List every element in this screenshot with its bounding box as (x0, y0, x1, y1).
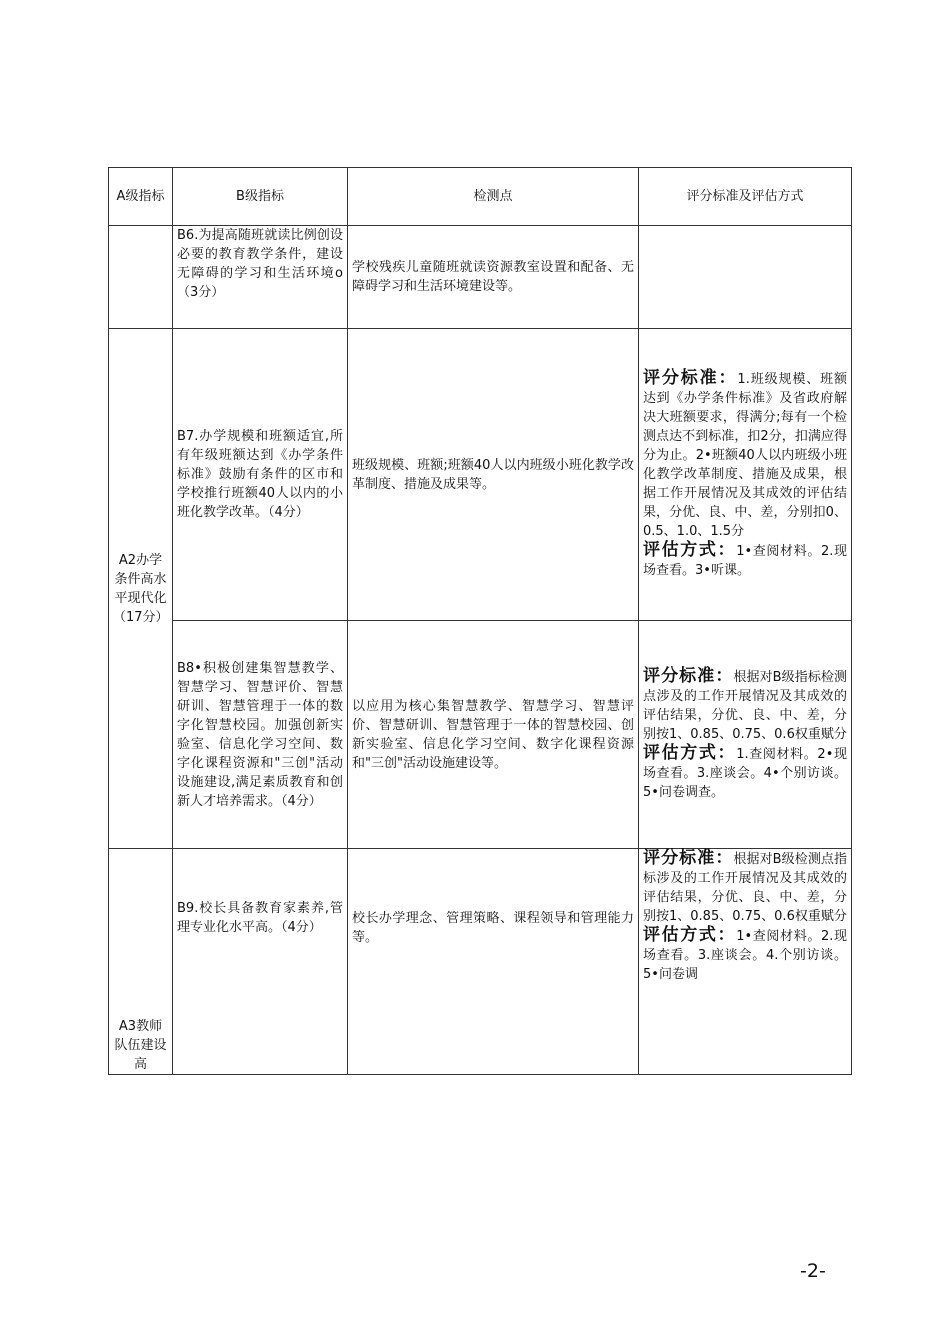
page-number: -2- (800, 1260, 826, 1282)
header-a-level: A级指标 (109, 168, 173, 226)
a-level-cell: A2办学条件高水平现代化（17分） (109, 329, 173, 849)
checkpoint-cell: 校长办学理念、管理策略、课程领导和管理能力等。 (348, 849, 639, 1075)
method-label: 评估方式： (643, 925, 737, 945)
evaluation-table (108, 167, 852, 1075)
method-text: 1•查阅材料。2.现场查看。3.座谈会。4.个别访谈。5•问卷调 (643, 929, 848, 982)
header-b-level: B级指标 (173, 168, 348, 226)
b-level-cell: B9.校长具备教育家素养,管理专业化水平高。（4分） (173, 849, 348, 1075)
scoring-cell (639, 329, 852, 621)
standard-text: 1.班级规模、班额达到《办学条件标准》及省政府解决大班额要求，得满分;每有一个检测点达不到标准，扣2分，扣满应得分为止。2•班额40人以内班级小班化教学改革制度、措施及成果，根据工作开展情况及其成效的评估结果，分优、良、中、差，分别扣0、0.5、1.0、1.5分 (643, 372, 848, 539)
scoring-cell (639, 226, 852, 329)
standard-text: 根据对B级指标检测点涉及的工作开展情况及其成效的评估结果，分优、良、中、差，分别按1、0.85、0.75、0.6权重赋分 (643, 670, 848, 742)
table-row (109, 849, 852, 1075)
checkpoint-cell: 以应用为核心集智慧教学、智慧学习、智慧评价、智慧研训、智慧管理于一体的智慧校园、创新实验室、信息化学习空间、数字化课程资源和"三创"活动设施建设等。 (348, 621, 639, 849)
header-scoring: 评分标准及评估方式 (639, 168, 852, 226)
table-row (109, 621, 852, 849)
b-level-cell: B8•积极创建集智慧教学、智慧学习、智慧评价、智慧研训、智慧管理于一体的数字化智慧校园。加强创新实验室、信息化学习空间、数字化课程资源和"三创"活动设施建设,满足素质教育和创新人才培养需求。（4分） (173, 621, 348, 849)
table-row (109, 329, 852, 621)
header-checkpoint: 检测点 (348, 168, 639, 226)
table-header-row (109, 168, 852, 226)
method-text: 1.查阅材料。2•现场查看。3.座谈会。4•个别访谈。5•问卷调查。 (643, 747, 848, 800)
a-level-cell: A3教师队伍建设高 (109, 849, 173, 1075)
standard-label: 评分标准： (643, 848, 734, 868)
scoring-cell (639, 849, 852, 1075)
method-label: 评估方式： (643, 540, 737, 560)
method-label: 评估方式： (643, 743, 737, 763)
checkpoint-cell: 学校残疾儿童随班就读资源教室设置和配备、无障碍学习和生活环境建设等。 (348, 226, 639, 329)
a-level-cell (109, 226, 173, 329)
standard-label: 评分标准： (643, 666, 734, 686)
method-text: 1•查阅材料。2.现场查看。3•听课。 (643, 544, 848, 578)
b-level-cell: B6.为提高随班就读比例创设必要的教育教学条件，建设无障碍的学习和生活环境o（3分） (173, 226, 348, 329)
b-level-cell: B7.办学规模和班额适宜,所有年级班额达到《办学条件标准》鼓励有条件的区市和学校推行班额40人以内的小班化教学改革。（4分） (173, 329, 348, 621)
standard-text: 根据对B级检测点指标涉及的工作开展情况及其成效的评估结果，分优、良、中、差，分别按1、0.85、0.75、0.6权重赋分 (643, 852, 848, 924)
standard-label: 评分标准： (643, 368, 738, 388)
table-row (109, 226, 852, 329)
scoring-cell (639, 621, 852, 849)
checkpoint-cell: 班级规模、班额;班额40人以内班级小班化教学改革制度、措施及成果等。 (348, 329, 639, 621)
